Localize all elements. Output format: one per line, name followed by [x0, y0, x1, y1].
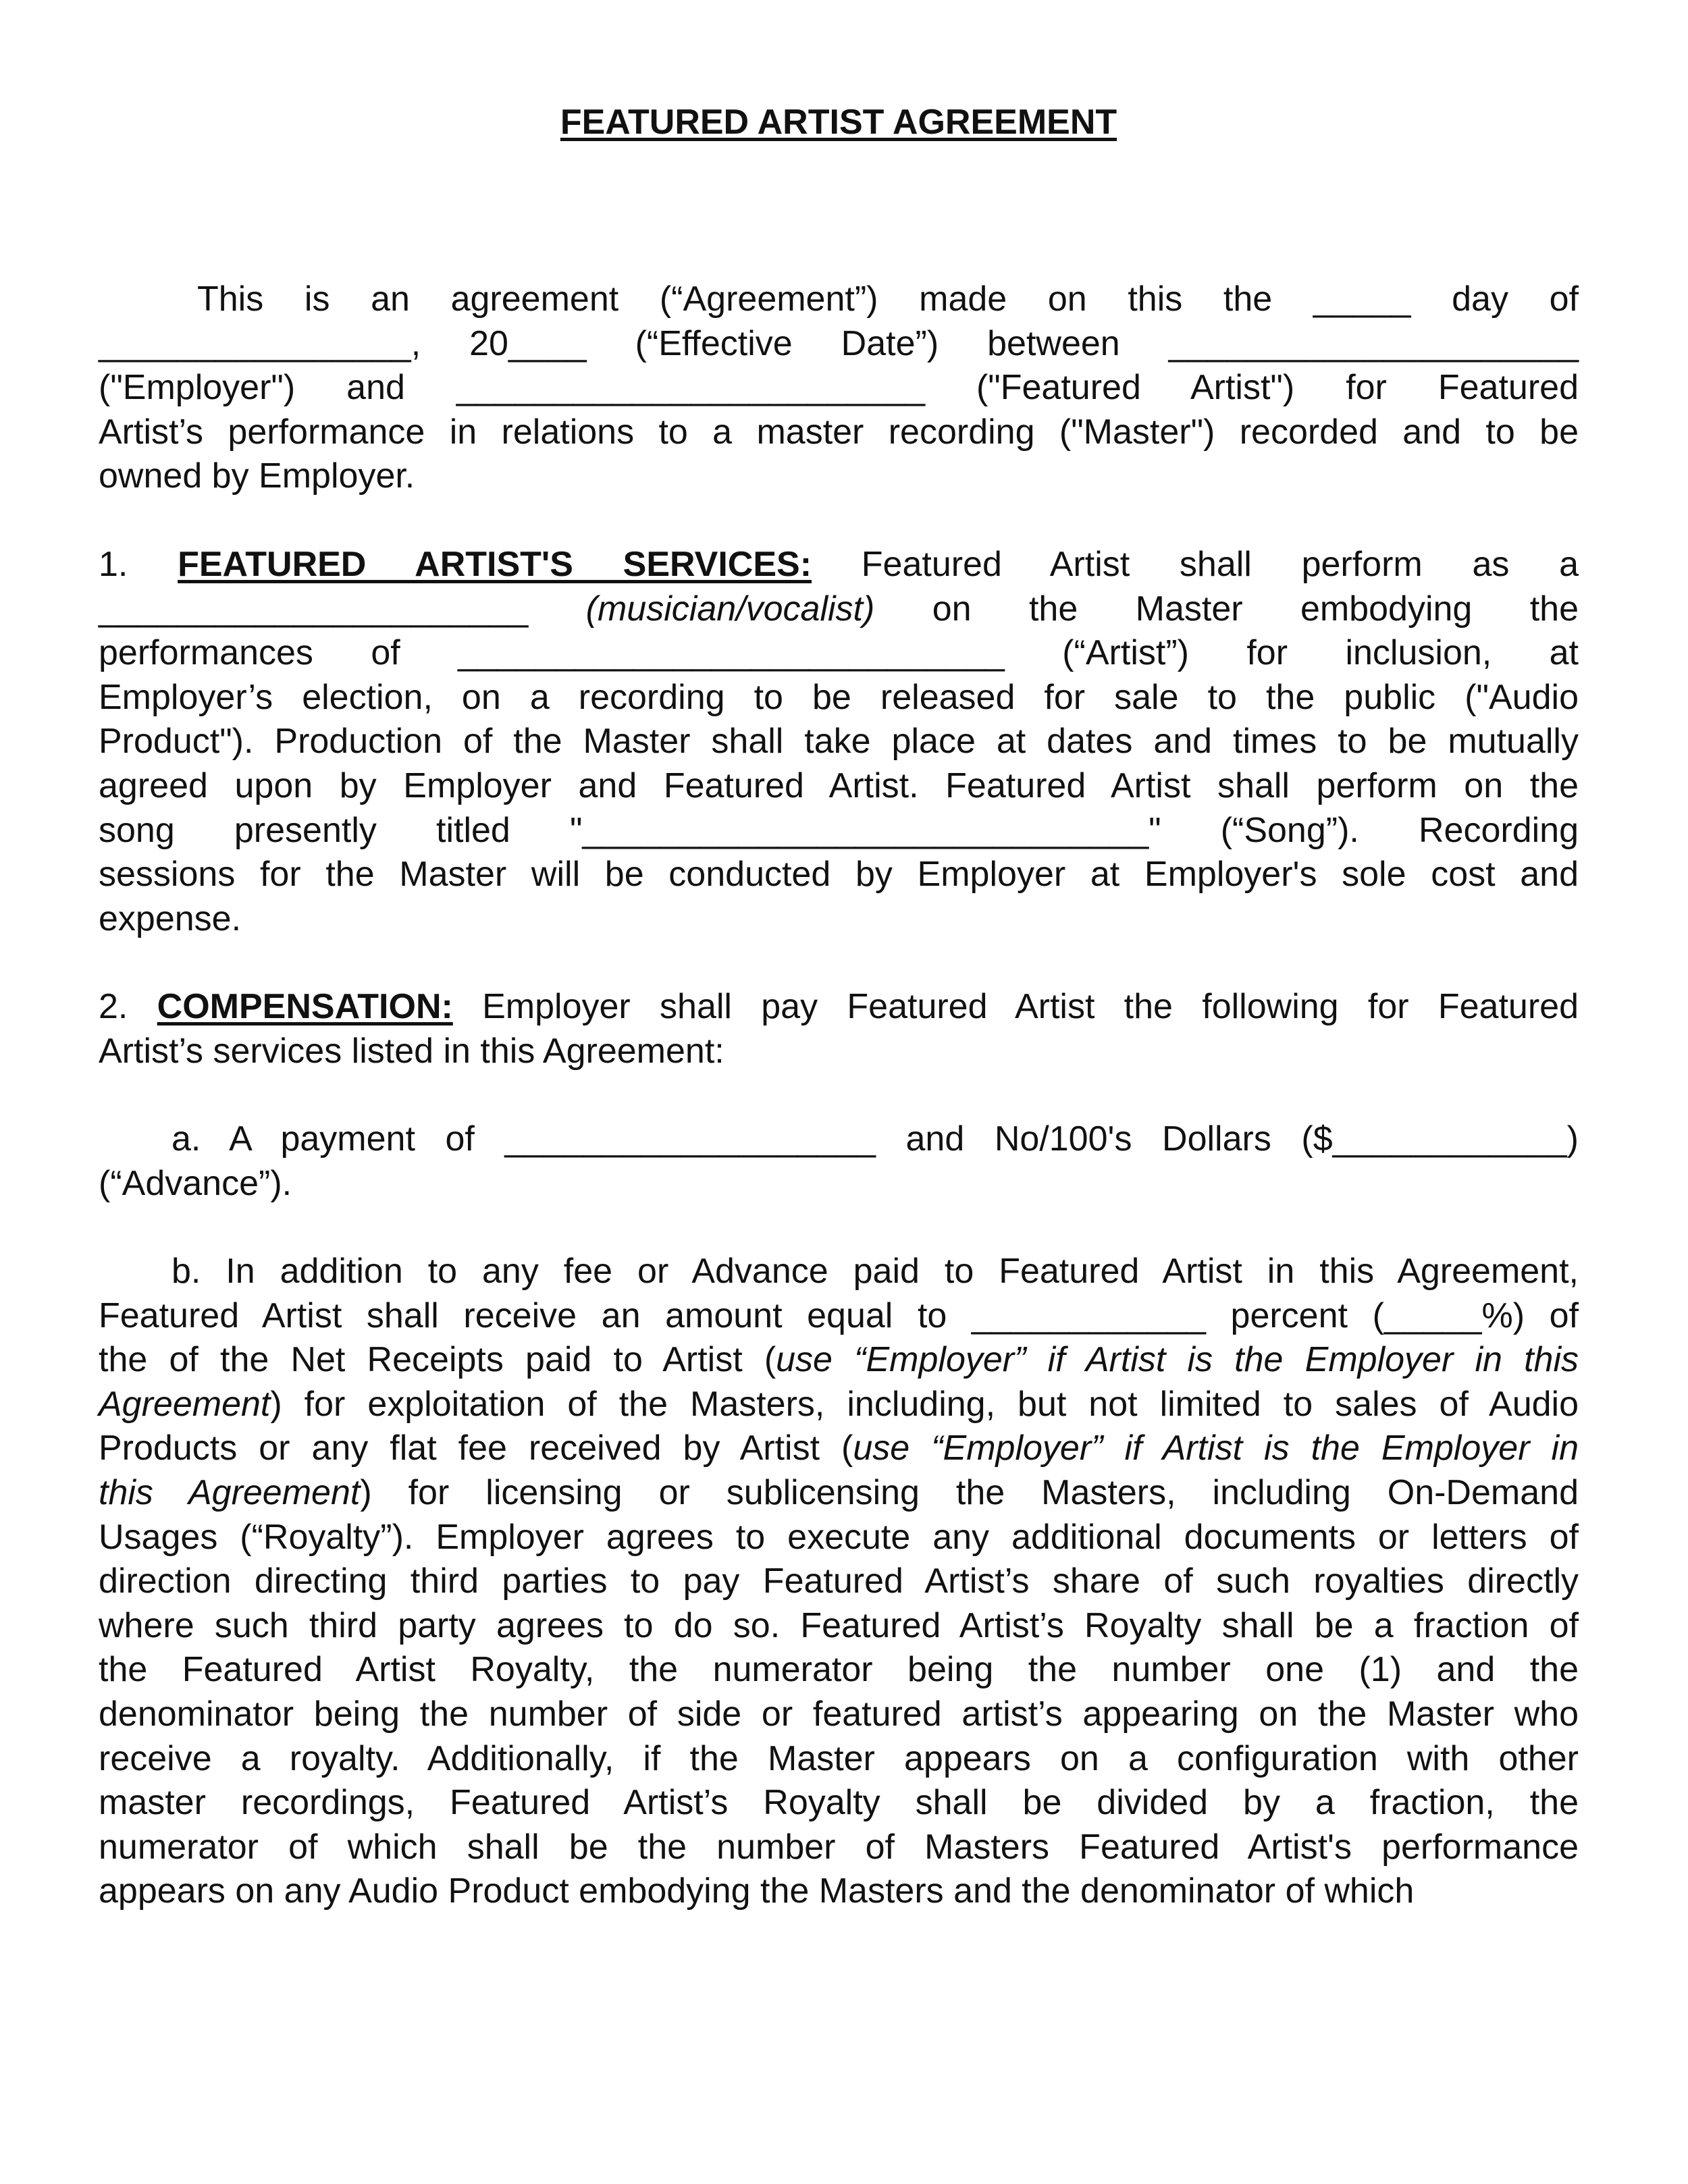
clause-b-line-3: [99, 1338, 1579, 1383]
clause-b-line-5-text: Products or any flat fee received by Artist (: [99, 1429, 853, 1468]
employer-note-1: use “Employer” if Artist is the Employer in this: [776, 1340, 1579, 1380]
musician-blank: ______________________: [99, 589, 529, 629]
section-services-line-1: [99, 543, 1579, 587]
clause-b-line-6: [99, 1471, 1579, 1516]
section-services-line-8: sessions for the Master will be conducted by Employer at Employer's sole cost and: [99, 855, 1579, 895]
section-services: [99, 543, 1579, 941]
intro-line-4: Artist’s performance in relations to a master recording ("Master") recorded and to be: [99, 412, 1579, 452]
clause-b-line-7: Usages (“Royalty”). Employer agrees to execute any additional documents or letters of: [99, 1517, 1579, 1557]
clause-b-line-11: denominator being the number of side or featured artist’s appearing on the Master who: [99, 1694, 1579, 1734]
clause-b-line-13: master recordings, Featured Artist’s Royalty shall be divided by a fraction, the: [99, 1783, 1579, 1823]
section-services-line-9: expense.: [99, 899, 242, 938]
clause-a-line-1: a. A payment of ___________________ and No/100's Dollars ($____________): [172, 1119, 1579, 1158]
section-services-line-3: performances of ____________________________ (“Artist”) for inclusion, at: [99, 633, 1579, 673]
section-services-line-1-text: Featured Artist shall perform as a: [861, 545, 1579, 584]
intro-paragraph: [99, 277, 1579, 499]
intro-line-5: owned by Employer.: [99, 456, 415, 496]
clause-b-line-12: receive a royalty. Additionally, if the Master appears on a configuration with other: [99, 1738, 1579, 1778]
employer-note-2: use “Employer” if Artist is the Employer in: [853, 1429, 1579, 1468]
clause-b-line-3-text: the of the Net Receipts paid to Artist (: [99, 1340, 776, 1380]
clause-a-payment: [99, 1117, 1579, 1206]
musician-vocalist-note: (musician/vocalist): [585, 589, 875, 629]
section-services-line-2-text: on the Master embodying the: [932, 589, 1579, 629]
section-compensation: [99, 985, 1579, 1073]
clause-b-line-15: appears on any Audio Product embodying the Masters and the denominator of which: [99, 1871, 1415, 1911]
document-title: FEATURED ARTIST AGREEMENT: [560, 103, 1117, 142]
clause-b-line-6-text: ) for licensing or sublicensing the Masters, including On-Demand: [360, 1472, 1579, 1512]
section-compensation-line-1-text: Employer shall pay Featured Artist the following for Featured: [482, 987, 1579, 1026]
clause-b-line-14: numerator of which shall be the number of Masters Featured Artist's performance: [99, 1827, 1579, 1867]
section-services-line-7: song presently titled "_____________________________" (“Song”). Recording: [99, 810, 1579, 850]
employer-note-2-end: this Agreement: [99, 1472, 361, 1512]
clause-b-line-4-text: ) for exploitation of the Masters, including, but not limited to sales of Audio: [270, 1384, 1579, 1424]
clause-b-royalty: [99, 1250, 1579, 1914]
section-compensation-line-1: [99, 985, 1579, 1030]
section-services-number: 1.: [99, 545, 128, 584]
section-services-line-5: Product"). Production of the Master shall take place at dates and times to be mutually: [99, 722, 1579, 762]
clause-b-line-9: where such third party agrees to do so. Featured Artist’s Royalty shall be a fraction of: [99, 1605, 1579, 1645]
clause-b-line-10: the Featured Artist Royalty, the numerator being the number one (1) and the: [99, 1650, 1579, 1690]
section-compensation-heading: COMPENSATION:: [157, 987, 453, 1026]
clause-b-line-1: b. In addition to any fee or Advance paid to Featured Artist in this Agreement,: [172, 1252, 1579, 1291]
section-services-line-2: [99, 587, 1579, 632]
intro-line-2: ________________, 20____ (“Effective Date”) between _____________________: [99, 323, 1579, 363]
clause-b-line-5: [99, 1427, 1579, 1471]
section-compensation-number: 2.: [99, 987, 128, 1026]
section-compensation-line-2: Artist’s services listed in this Agreement:: [99, 1031, 724, 1071]
clause-b-line-8: direction directing third parties to pay Featured Artist’s share of such royalties directly: [99, 1562, 1579, 1601]
employer-note-1-end: Agreement: [99, 1384, 271, 1424]
clause-a-line-2: (“Advance”).: [99, 1163, 292, 1203]
intro-line-3: ("Employer") and ________________________ ("Featured Artist") for Featured: [99, 368, 1579, 408]
section-services-line-6: agreed upon by Employer and Featured Artist. Featured Artist shall perform on the: [99, 766, 1579, 805]
intro-line-1: This is an agreement (“Agreement”) made on this the _____ day of: [197, 279, 1579, 319]
section-services-line-4: Employer’s election, on a recording to be released for sale to the public ("Audio: [99, 677, 1579, 717]
clause-b-line-2: Featured Artist shall receive an amount equal to ____________ percent (_____%) of: [99, 1296, 1579, 1335]
section-services-heading: FEATURED ARTIST'S SERVICES:: [178, 545, 812, 584]
clause-b-line-4: [99, 1383, 1579, 1427]
